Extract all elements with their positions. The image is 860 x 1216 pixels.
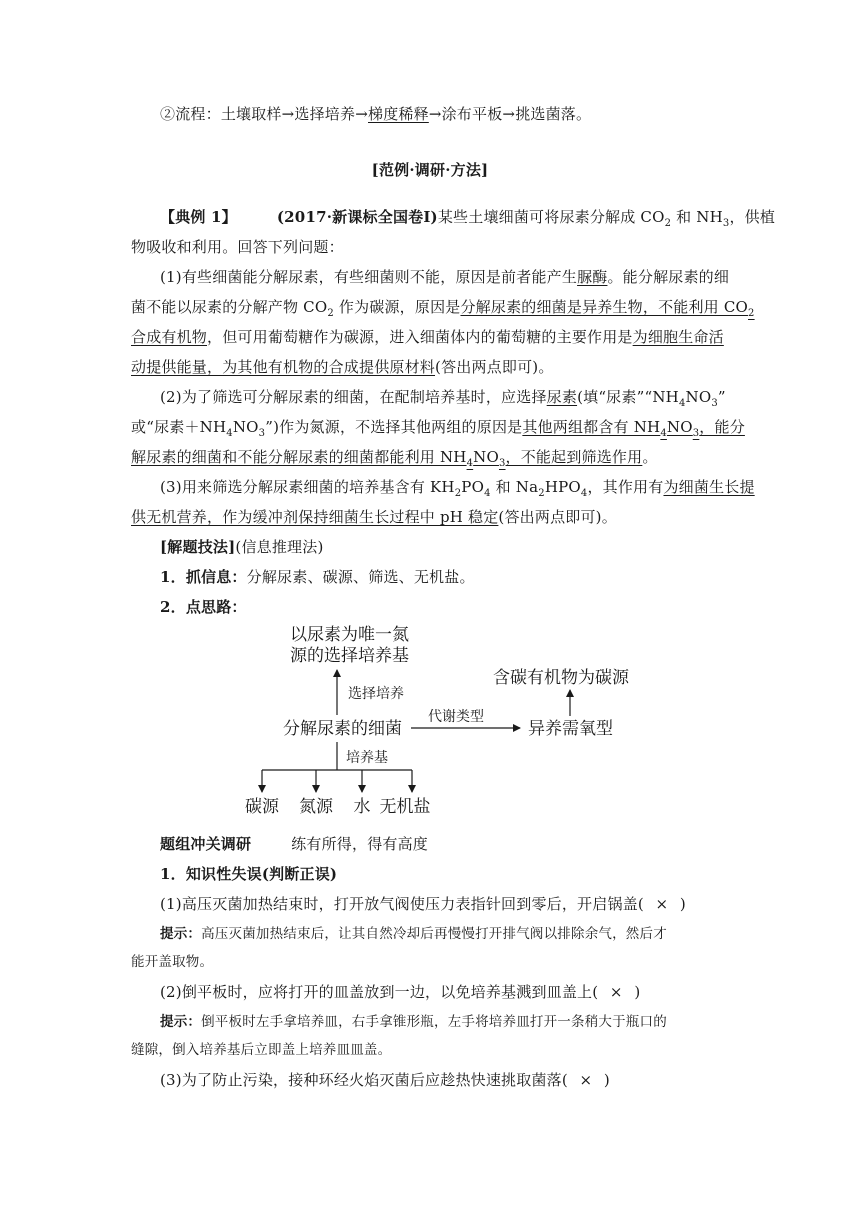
diagram-right-label: 代谢类型 (428, 709, 484, 725)
subscript: 3 (258, 428, 266, 439)
flow-arrow: → (355, 105, 368, 123)
q2-text: 。 (642, 448, 658, 466)
flow-marker: ②流程： (160, 105, 221, 123)
method-item-text: 分解尿素、碳源、筛选、无机盐。 (246, 568, 475, 586)
flow-arrow: → (281, 105, 295, 123)
subscript: 4 (580, 488, 588, 499)
q3-text: ，其作用有 (587, 478, 664, 496)
diagram-down-label: 培养基 (346, 750, 388, 766)
q2-text: ” (717, 388, 726, 406)
q1-answer: 动提供能量，为其他有机物的合成提供原材料 (131, 358, 436, 376)
practice-hint-1-cont: 能开盖取物。 (131, 954, 214, 970)
q3-text: PO (461, 478, 485, 496)
practice-hint-1 (160, 923, 764, 945)
subscript: 2 (454, 488, 462, 499)
practice-hint-2 (160, 1011, 764, 1033)
subscript: 2 (538, 488, 545, 499)
q2-answer: 尿素 (546, 388, 578, 406)
item-close: ) (603, 1071, 610, 1089)
item-question: (3)为了防止污染，接种环经火焰灭菌后应趁热快速挑取菌落( (160, 1071, 568, 1089)
subscript: 2 (327, 308, 334, 319)
hint-text: 高压灭菌加热结束后，让其自然冷却后再慢慢打开排气阀以排除余气，然后才 (201, 926, 667, 942)
method-item-label: 2．点思路： (160, 598, 247, 616)
practice-item-2 (160, 981, 764, 1003)
q2-text: ”)作为氮源，不选择其他两组的原因是 (265, 418, 523, 436)
q1-text: 作为碳源，原因是 (333, 298, 461, 316)
example-source: (2017·新课标全国卷Ⅰ) (276, 208, 438, 226)
q3-text: (3)用来筛选分解尿素细菌的培养基含有 KH (160, 478, 455, 496)
q1-text: (答出两点即可)。 (435, 358, 554, 376)
q1-text: ，但可用葡萄糖作为碳源，进入细菌体内的葡萄糖的主要作用是 (207, 328, 633, 346)
diagram-center-node: 分解尿素的细菌 (283, 719, 402, 739)
q3-answer: 供无机营养，作为缓冲剂保持细菌生长过程中 pH 稳定 (131, 508, 499, 526)
practice-header (160, 833, 764, 855)
section-heading: [范例·调研·方法] (371, 161, 489, 179)
intro-text: 和 NH (671, 208, 723, 226)
diagram-top-node-line2: 源的选择培养基 (290, 646, 409, 666)
example-intro-line2: 物吸收和利用。回答下列问题： (131, 238, 344, 256)
hint-label: 提示： (160, 926, 202, 942)
practice-subtitle: 练有所得，得有高度 (291, 835, 429, 853)
q1-answer: 脲酶 (577, 268, 608, 286)
subscript: 4 (484, 488, 491, 499)
q2-text: (2)为了筛选可分解尿素的细菌，在配制培养基时，应选择 (160, 388, 547, 406)
diagram-bottom-node: 无机盐 (379, 797, 431, 817)
q3-text: 和 Na (490, 478, 539, 496)
practice-item-1 (160, 893, 764, 915)
q1-answer: 合成有机物 (131, 328, 208, 346)
q2-answer: ，不能起到筛选作用 (505, 448, 643, 466)
item-question: (1)高压灭菌加热结束时，打开放气阀使压力表指针回到零后，开启锅盖( (160, 895, 644, 913)
item-mark: × (655, 895, 669, 913)
diagram-bottom-node: 碳源 (245, 797, 279, 817)
subscript: 4 (466, 458, 474, 469)
flow-step: 梯度稀释 (368, 105, 429, 123)
diagram-top-node-line1: 以尿素为唯一氮 (290, 625, 409, 645)
hint-label: 提示： (160, 1014, 202, 1030)
subscript: 3 (498, 458, 506, 469)
q1-text: (1)有些细菌能分解尿素，有些细菌则不能，原因是前者能产生 (160, 268, 578, 286)
q1-answer: 为细胞生命活 (632, 328, 724, 346)
subscript: 3 (722, 218, 730, 229)
flow-step: 挑选菌落 (515, 105, 576, 123)
item-close: ) (679, 895, 686, 913)
q2-text: NO (685, 388, 712, 406)
subscript: 3 (692, 428, 700, 439)
q3-answer: 为细菌生长提 (663, 478, 755, 496)
flow-arrow: → (428, 105, 442, 123)
subscript: 4 (678, 398, 686, 409)
subscript: 2 (748, 308, 755, 319)
practice-hint-2-cont: 缝隙，倒入培养基后立即盖上培养皿皿盖。 (131, 1042, 392, 1058)
q2-answer: ，能分 (699, 418, 745, 436)
practice-title: 题组冲关调研 (160, 835, 252, 853)
q1-text: 菌不能以尿素的分解产物 CO (131, 298, 328, 316)
q2-answer: 解尿素的细菌和不能分解尿素的细菌都能利用 NH (131, 448, 467, 466)
hint-text: 倒平板时左手拿培养皿，右手拿锥形瓶，左手将培养皿打开一条稍大于瓶口的 (201, 1014, 667, 1030)
subscript: 3 (711, 398, 718, 409)
diagram-right-top-node: 含碳有机物为碳源 (493, 668, 629, 688)
q1-answer: 分解尿素的细菌是异养生物，不能利用 CO (460, 298, 749, 316)
item-mark: × (579, 1071, 593, 1089)
q2-answer: 其他两组都含有 NH (522, 418, 661, 436)
diagram-right-node: 异养需氧型 (528, 719, 613, 739)
diagram-bottom-node: 氮源 (299, 797, 333, 817)
example-label: 【典例 1】 (160, 208, 237, 226)
q2-text: (填“尿素”“NH (577, 388, 679, 406)
diagram-up-label: 选择培养 (348, 686, 404, 702)
flow-step: 土壤取样 (220, 105, 282, 123)
q2-text: NO (232, 418, 259, 436)
intro-text: 某些土壤细菌可将尿素分解成 CO (437, 208, 665, 226)
q3-text: HPO (544, 478, 581, 496)
q2-text: 或“尿素＋NH (131, 418, 227, 436)
q2-answer: NO (473, 448, 499, 466)
q3-text: (答出两点即可)。 (498, 508, 617, 526)
practice-section-1: 1．知识性失误(判断正误) (160, 865, 338, 883)
diagram-bottom-node: 水 (353, 797, 371, 817)
method-heading: [解题技法] (160, 538, 236, 556)
flow-arrow: → (502, 105, 516, 123)
flow-end: 。 (576, 105, 592, 123)
intro-text: ，供植 (729, 208, 776, 226)
q2-answer: NO (666, 418, 693, 436)
method-note: (信息推理法) (235, 538, 324, 556)
subscript: 4 (226, 428, 233, 439)
item-question: (2)倒平板时，应将打开的皿盖放到一边，以免培养基溅到皿盖上( (160, 983, 599, 1001)
flow-step: 涂布平板 (441, 105, 503, 123)
subscript: 4 (660, 428, 667, 439)
subscript: 2 (664, 218, 672, 229)
method-item-label: 1．抓信息： (160, 568, 247, 586)
q1-text: 。能分解尿素的细 (607, 268, 730, 286)
item-mark: × (609, 983, 623, 1001)
flow-step: 选择培养 (294, 105, 356, 123)
item-close: ) (634, 983, 641, 1001)
practice-item-3 (160, 1069, 764, 1091)
